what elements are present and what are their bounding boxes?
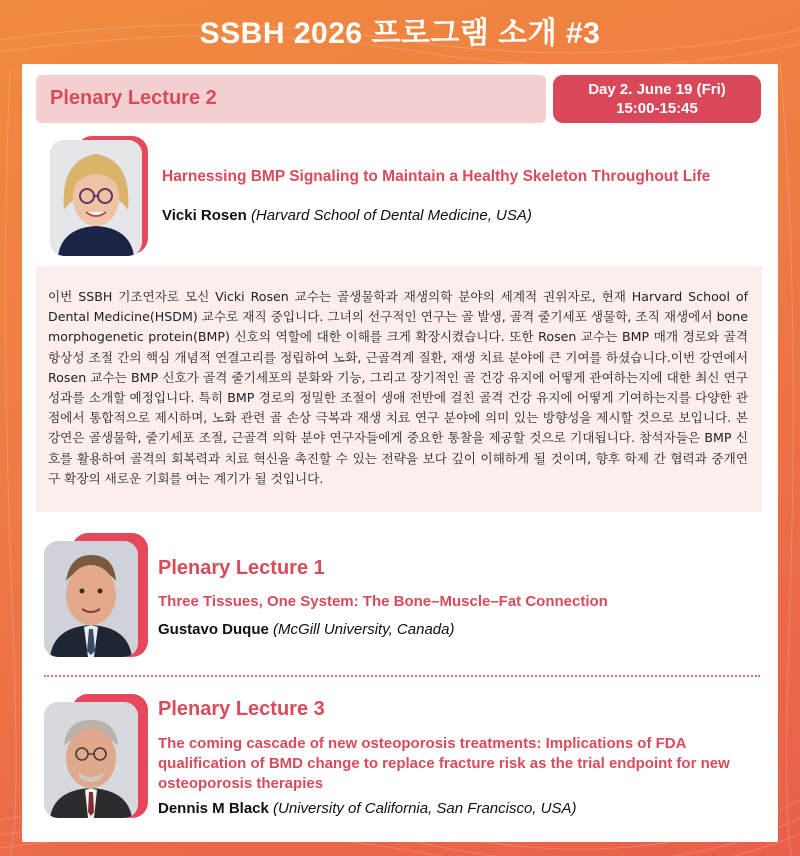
section-title-plenary-3: Plenary Lecture 3 — [158, 698, 325, 720]
speaker-line-rosen — [162, 207, 532, 224]
lecture-title-plenary-1: Three Tissues, One System: The Bone–Muscle–Fat Connection — [158, 593, 608, 610]
speaker-photo-black — [44, 694, 148, 820]
page-title: SSBH 2026 프로그램 소개 #3 — [199, 17, 601, 50]
speaker-affiliation: (University of California, San Francisco, USA) — [273, 800, 577, 817]
speaker-photo-rosen — [50, 136, 148, 256]
speaker-affiliation: (Harvard School of Dental Medicine, USA) — [250, 207, 532, 224]
date-badge — [553, 75, 761, 123]
speaker-line-duque — [158, 621, 454, 638]
portrait-man-icon — [44, 541, 138, 657]
speaker-line-black — [158, 800, 576, 817]
section-title-plenary-1: Plenary Lecture 1 — [158, 557, 325, 579]
portrait-man-icon — [44, 702, 138, 818]
time-line: 15:00-15:45 — [616, 100, 698, 117]
portrait-woman-icon — [50, 140, 142, 256]
speaker-name: Gustavo Duque — [158, 621, 269, 638]
lecture-description: 이번 SSBH 기조연자로 모신 Vicki Rosen 교수는 골생물학과 재생의학 분야의 세계적 권위자로, 현재 Harvard School of Dental Medicine(HSDM) 교수로 재직 중입니다. 그녀의 선구적인 연구는 골 발생, 골격 줄기세포 생물학, 조직 재생에서 bone morphogenetic protein(BMP) 신호의 역할에 대한 이해를 크게 확장시켰습니다. 또한 Rosen 교수는 BMP 매개 경로와 골격 항상성 조절 간의 핵심 개념적 연결고리를 정립하여 노화, 근골격계 질환, 재생 치료 분야에 큰 기여를 하셨습니다.이번 강연에서 Rosen 교수는 BMP 신호가 골격 줄기세포의 분화와 기능, 그리고 장기적인 골 건강 유지에 어떻게 관여하는지에 대한 최신 연구 성과를 소개할 예정입니다. 특히 BMP 경로의 정밀한 조절이 생애 전반에 걸친 골격 건강 유지에 어떻게 기여하는지를 다양한 관점에서 통합적으로 제시하며, 노화 관련 골 손상 극복과 재생 치료 연구 분야에 의미 있는 방향성을 제시할 것으로 보입니다. 본 강연은 골생물학, 줄기세포 조절, 근골격 의학 분야 연구자들에게 중요한 통찰을 제공할 것으로 기대됩니다. 참석자들은 BMP 신호를 활용하여 골격의 회복력과 치료 혁신을 촉진할 수 있는 전략을 보다 깊이 이해하게 될 것이며, 향후 학제 간 협력과 중개연구 확장의 새로운 기회를 여는 계기가 될 것입니다. — [48, 289, 748, 486]
speaker-photo-duque — [44, 533, 148, 659]
date-line: Day 2. June 19 (Fri) — [588, 81, 726, 98]
program-card — [22, 64, 778, 842]
lecture-description-box — [36, 266, 762, 512]
section-title-plenary-2: Plenary Lecture 2 — [50, 87, 217, 109]
section-divider — [44, 675, 760, 677]
speaker-name: Dennis M Black — [158, 800, 269, 817]
lecture-title-plenary-2: Harnessing BMP Signaling to Maintain a Healthy Skeleton Throughout Life — [162, 168, 711, 185]
speaker-name: Vicki Rosen — [162, 207, 247, 224]
lecture-title-plenary-3: The coming cascade of new osteoporosis treatments: Implications of FDA qualification of BMD change to replace fracture risk as the trial endpoint for new osteoporosis therapies — [158, 735, 730, 792]
section-bar — [36, 75, 546, 123]
speaker-affiliation: (McGill University, Canada) — [273, 621, 455, 638]
